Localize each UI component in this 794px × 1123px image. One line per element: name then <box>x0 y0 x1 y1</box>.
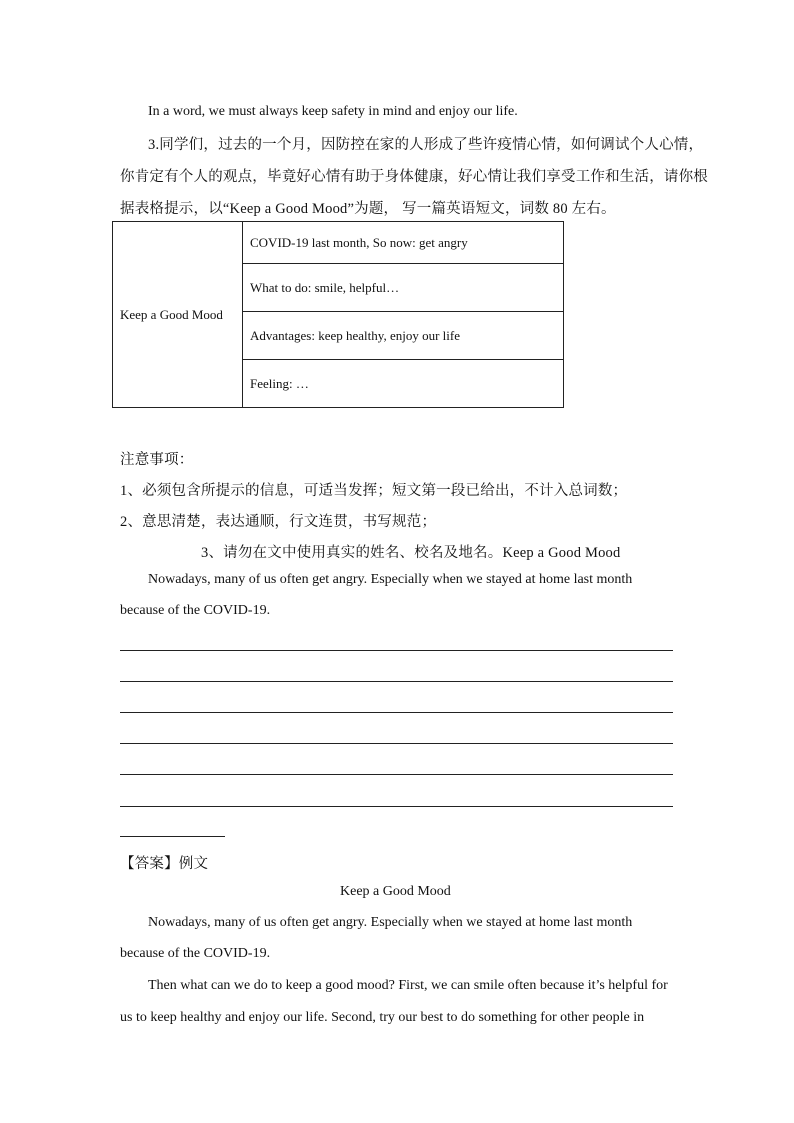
writing-line <box>120 743 673 744</box>
hint-topic-cell: Keep a Good Mood <box>113 222 243 408</box>
answer-p1-line-1: Nowadays, many of us often get angry. Especially when we stayed at home last month <box>148 915 633 930</box>
answer-p1-line-2: because of the COVID-19. <box>120 946 271 961</box>
question-line-2: 你肯定有个人的观点，毕竟好心情有助于身体健康，好心情让我们享受工作和生活，请你根 <box>120 169 708 185</box>
answer-title: Keep a Good Mood <box>340 884 451 899</box>
short-writing-line <box>120 836 225 837</box>
hint-row-4: Feeling: … <box>243 360 564 408</box>
answer-p2-line-2: us to keep healthy and enjoy our life. Second, try our best to do something for other people in <box>120 1010 645 1025</box>
answer-p2-line-1: Then what can we do to keep a good mood? First, we can smile often because it’s helpful for <box>148 978 668 993</box>
notes-heading: 注意事项： <box>120 452 194 468</box>
writing-line <box>120 712 673 713</box>
intro-line: In a word, we must always keep safety in mind and enjoy our life. <box>148 104 518 119</box>
hint-row-2: What to do: smile, helpful… <box>243 264 564 312</box>
writing-line <box>120 650 673 651</box>
writing-line <box>120 806 673 807</box>
question-line-3: 据表格提示，以“Keep a Good Mood”为题， 写一篇英语短文，词数 80 左右。 <box>120 201 616 217</box>
notes-item-3: 3、请勿在文中使用真实的姓名、校名及地名。Keep a Good Mood <box>201 545 621 561</box>
notes-item-1: 1、必须包含所提示的信息，可适当发挥；短文第一段已给出，不计入总词数； <box>120 483 628 499</box>
answer-label: 【答案】例文 <box>120 856 209 872</box>
hint-row-3: Advantages: keep healthy, enjoy our life <box>243 312 564 360</box>
notes-item-2: 2、意思清楚，表达通顺，行文连贯，书写规范； <box>120 514 437 530</box>
given-paragraph-line-1: Nowadays, many of us often get angry. Especially when we stayed at home last month <box>148 572 633 587</box>
hint-table <box>112 221 564 408</box>
given-paragraph-line-2: because of the COVID-19. <box>120 603 271 618</box>
question-line-1: 3.同学们，过去的一个月，因防控在家的人形成了些许疫情心情，如何调试个人心情， <box>148 137 704 153</box>
hint-row-1: COVID-19 last month, So now: get angry <box>243 222 564 264</box>
writing-line <box>120 681 673 682</box>
writing-line <box>120 774 673 775</box>
